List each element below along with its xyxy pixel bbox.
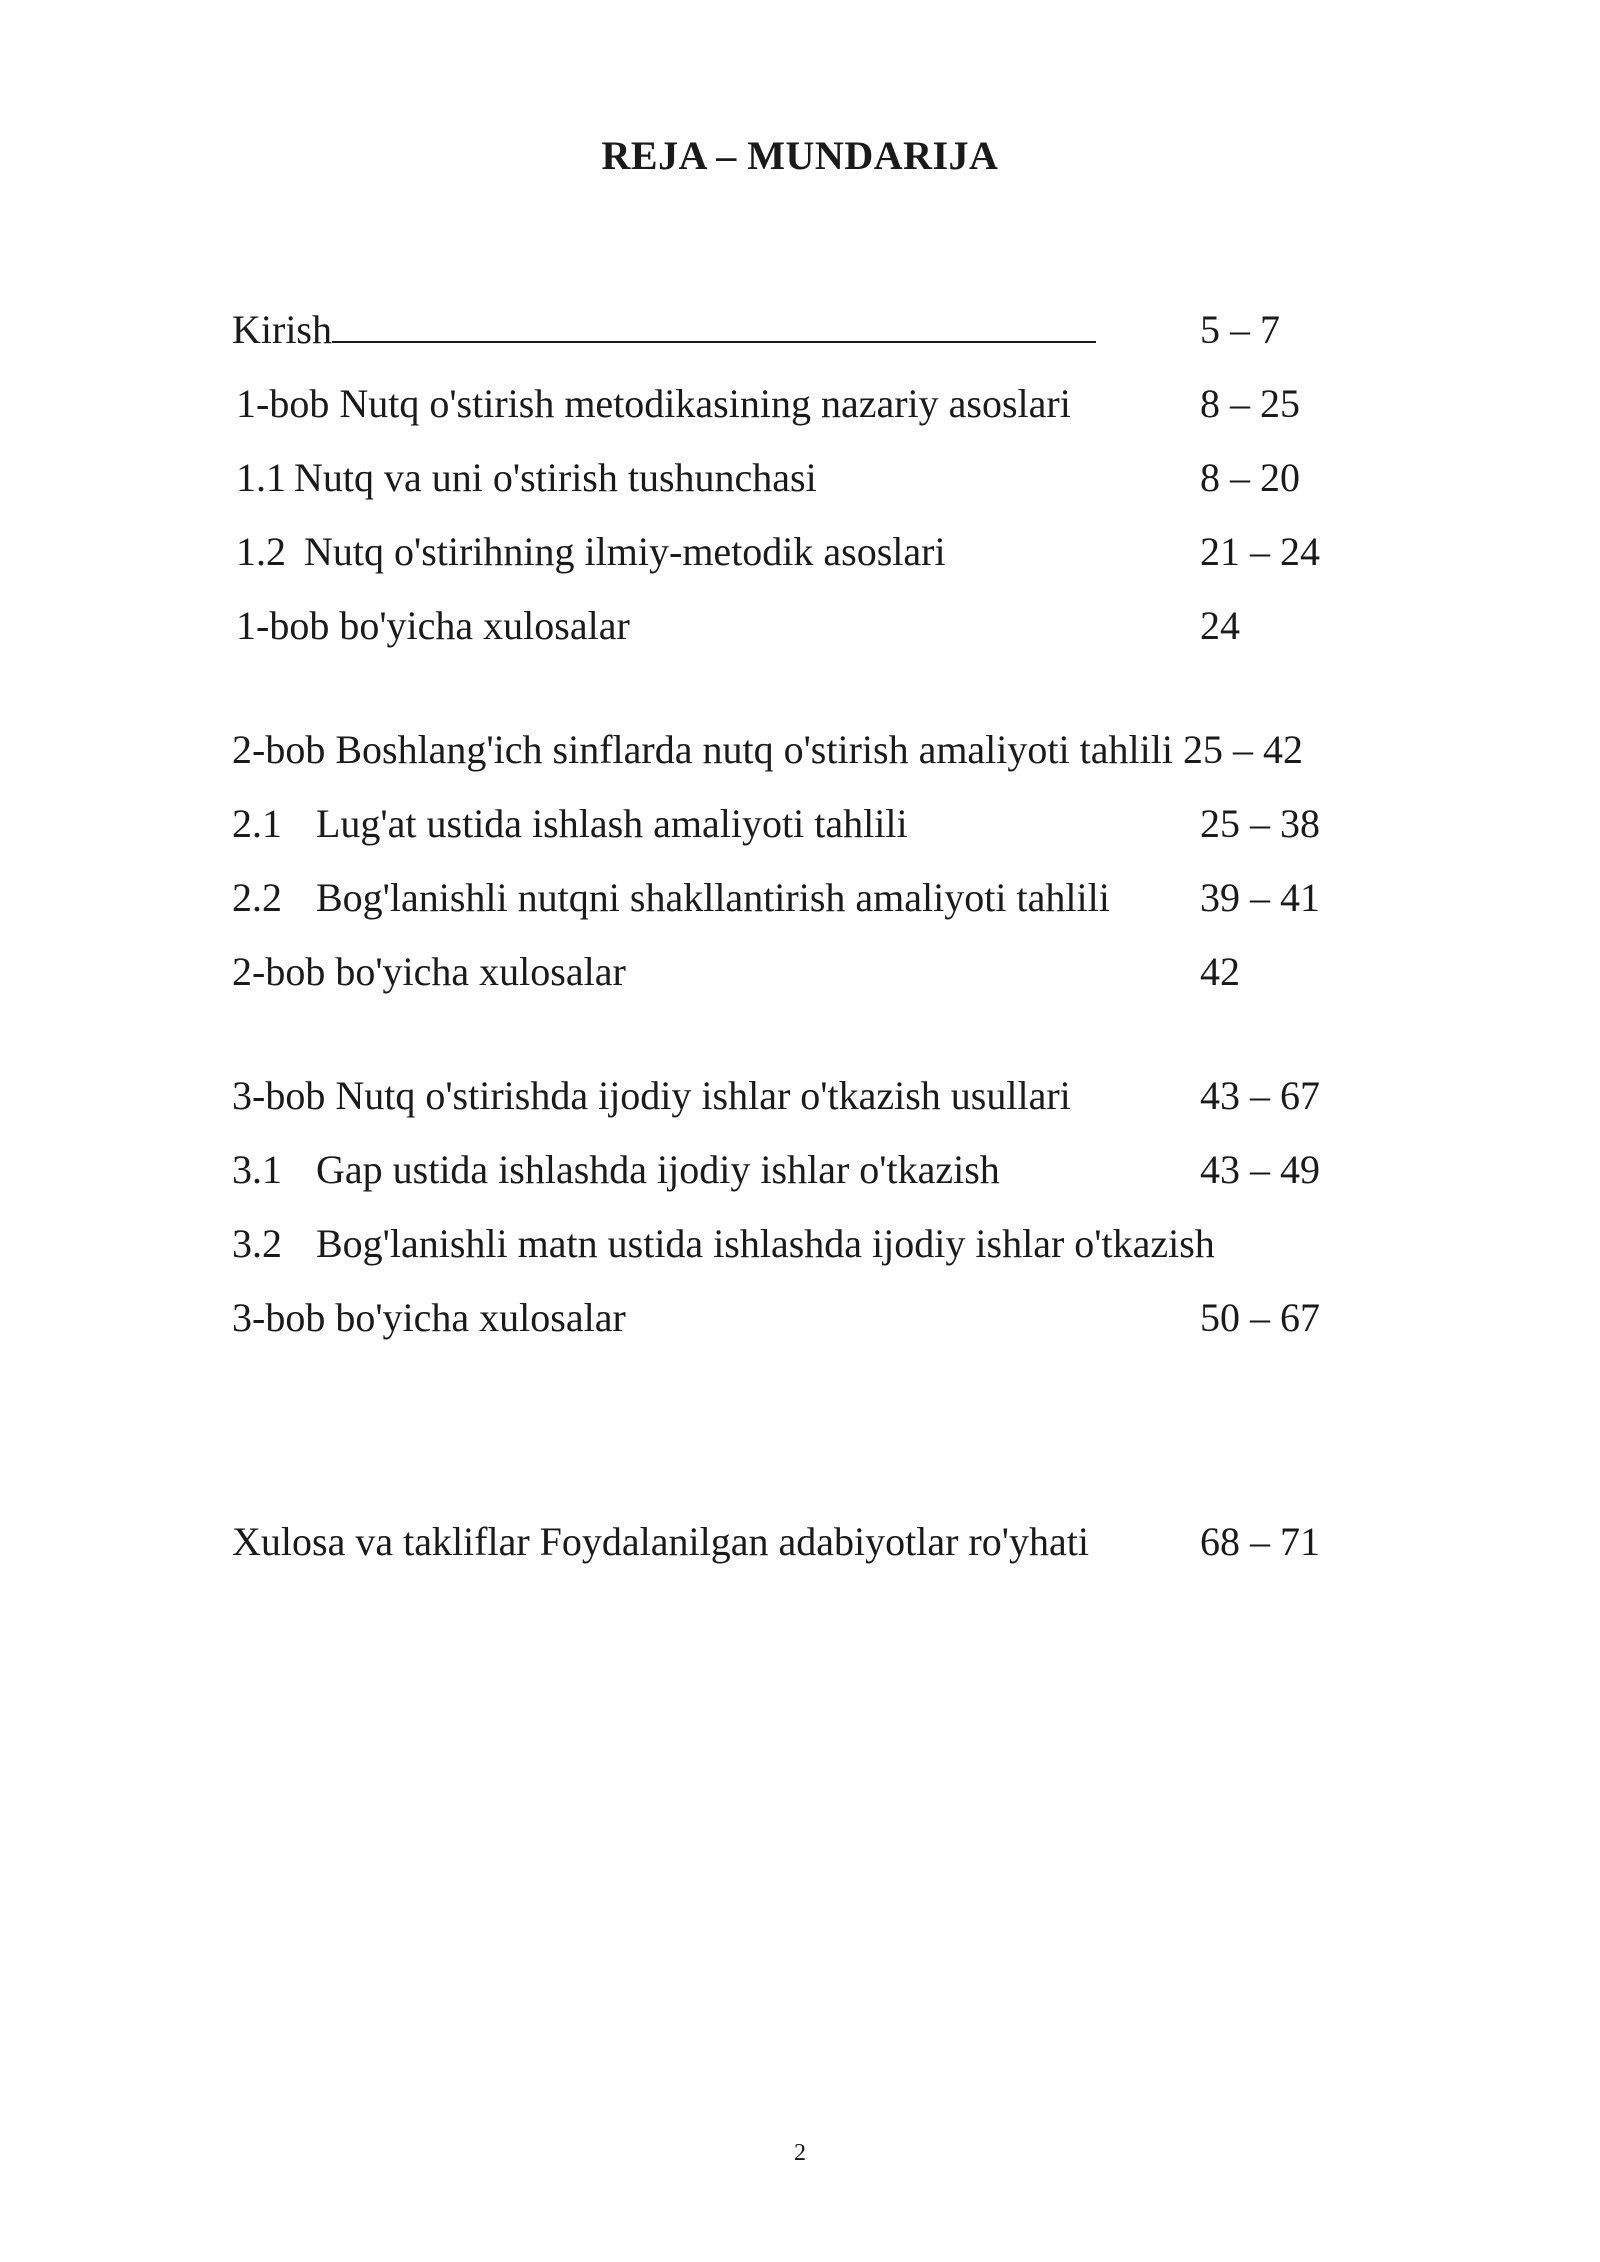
toc-entry-label: 2-bob Boshlang'ich sinflarda nutq o'stirish amaliyoti tahlili 25 – 42: [232, 727, 1303, 772]
section-number: 3.1: [232, 1147, 282, 1192]
section-number: 1.1: [236, 455, 286, 500]
toc-entry-section-1-1: [0, 450, 1600, 506]
toc-entry-section-3-2: [0, 1216, 1600, 1272]
toc-entry-label: 2.2 Bog'lanishli nutqni shakllantirish amaliyoti tahlili: [232, 870, 1110, 926]
toc-entry-pages: 5 – 7: [1200, 307, 1280, 352]
toc-entry-section-1-2: [0, 524, 1600, 580]
toc-entry-label: 3.2 Bog'lanishli matn ustida ishlashda ijodiy ishlar o'tkazish: [232, 1216, 1215, 1272]
toc-entry-label: 1.1 Nutq va uni o'stirish tushunchasi: [236, 450, 817, 506]
toc-entry-label: 2.1 Lug'at ustida ishlash amaliyoti tahlili: [232, 796, 908, 852]
toc-entry-pages: 68 – 71: [1200, 1519, 1320, 1564]
toc-entry-kirish: [0, 302, 1600, 358]
toc-entry-pages: 25 – 42: [1182, 727, 1303, 772]
toc-entry-label: 1-bob Nutq o'stirish metodikasining nazariy asoslari: [236, 381, 1071, 426]
toc-entry-pages: 8 – 25: [1200, 381, 1300, 426]
toc-entry-section-3-1: [0, 1142, 1600, 1198]
toc-entry-label: Xulosa va takliflar Foydalanilgan adabiyotlar ro'yhati: [232, 1519, 1089, 1564]
section-number: 3.2: [232, 1221, 282, 1266]
toc-entry-label: 3.1 Gap ustida ishlashda ijodiy ishlar o'tkazish: [232, 1142, 1000, 1198]
toc-entry-pages: 50 – 67: [1200, 1295, 1320, 1340]
toc-entry-pages: 8 – 20: [1200, 455, 1300, 500]
toc-entry-pages: 21 – 24: [1200, 529, 1320, 574]
section-number: 2.1: [232, 801, 282, 846]
toc-entry-pages: 42: [1200, 949, 1240, 994]
toc-entry-pages: 43 – 67: [1200, 1073, 1320, 1118]
toc-entry-label: 1-bob bo'yicha xulosalar: [236, 603, 630, 648]
section-number: 1.2: [236, 529, 286, 574]
toc-entry-chapter-3-conclusions: [0, 1290, 1600, 1346]
toc-entry-label: Kirish: [232, 302, 1096, 358]
toc-entry-chapter-1-conclusions: [0, 598, 1600, 654]
toc-entry-label: 3-bob Nutq o'stirishda ijodiy ishlar o'tkazish usullari: [232, 1073, 1071, 1118]
toc-entry-pages: 43 – 49: [1200, 1147, 1320, 1192]
page-number: 2: [794, 2140, 806, 2166]
toc-entry-conclusion-bibliography: [0, 1514, 1600, 1570]
page-title: REJA – MUNDARIJA: [601, 133, 999, 178]
toc-entry-pages: 39 – 41: [1200, 875, 1320, 920]
section-number: 2.2: [232, 875, 282, 920]
toc-entry-pages: 25 – 38: [1200, 801, 1320, 846]
toc-entry-chapter-1: [0, 376, 1600, 432]
toc-entry-section-2-2: [0, 870, 1600, 926]
toc-entry-section-2-1: [0, 796, 1600, 852]
toc-entry-pages: 24: [1200, 603, 1240, 648]
toc-entry-label: 3-bob bo'yicha xulosalar: [232, 1295, 626, 1340]
toc-entry-chapter-2-conclusions: [0, 944, 1600, 1000]
dot-leader: [332, 303, 1096, 343]
toc-entry-label: 2-bob bo'yicha xulosalar: [232, 949, 626, 994]
toc-entry-chapter-2: [0, 722, 1600, 778]
toc-entry-label: 1.2 Nutq o'stirihning ilmiy-metodik asoslari: [236, 524, 946, 580]
toc-entry-chapter-3: [0, 1068, 1600, 1124]
